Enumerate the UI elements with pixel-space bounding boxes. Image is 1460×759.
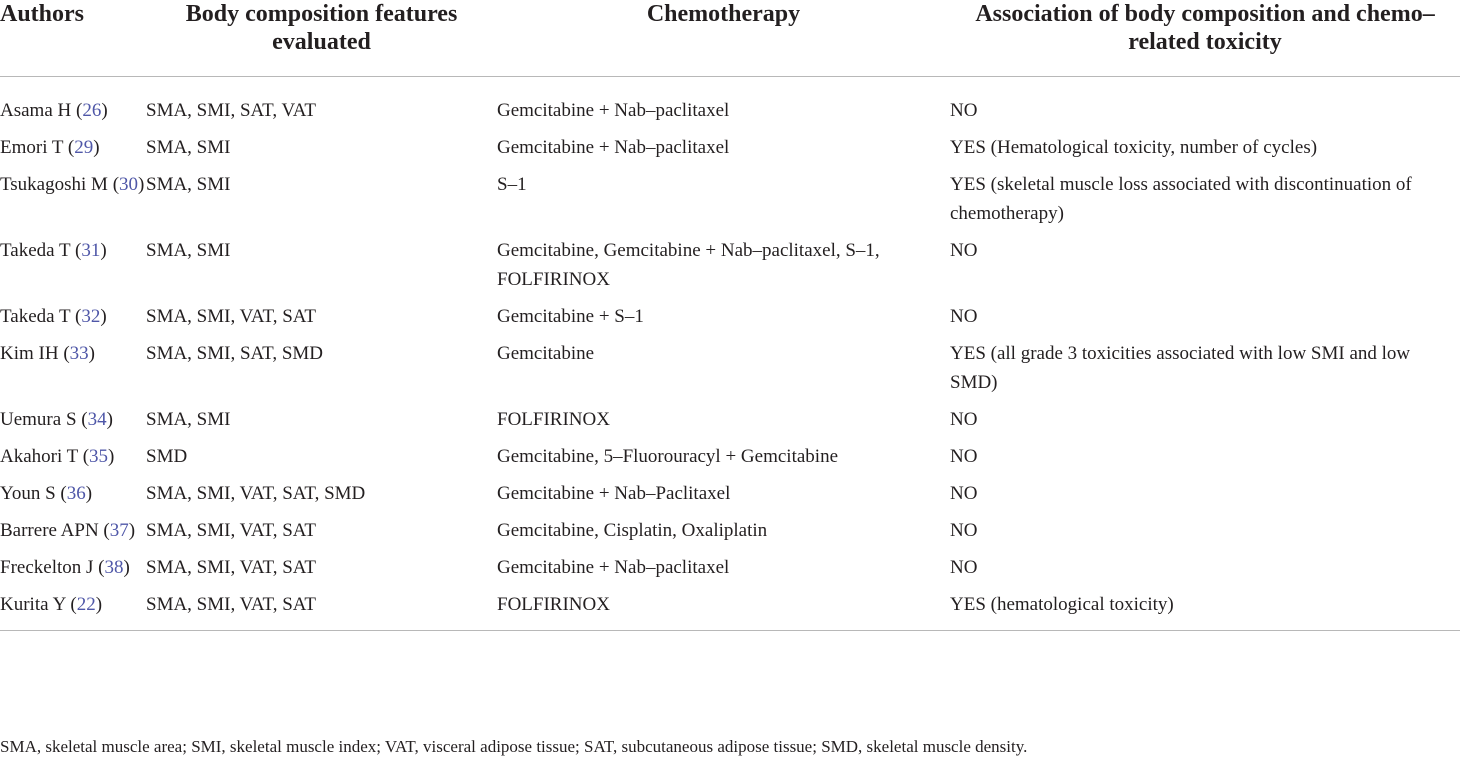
table-row xyxy=(0,590,1460,631)
reference-link[interactable]: 32 xyxy=(81,306,101,327)
cell-association: NO xyxy=(950,100,978,121)
table-footnote: SMA, skeletal muscle area; SMI, skeletal muscle index; VAT, visceral adipose tissue; SAT, subcutaneous adipose tissue; SMD, skeletal muscle density. xyxy=(0,737,1028,756)
cell-author: Youn S (36) xyxy=(0,483,93,504)
cell-features: SMA, SMI, VAT, SAT xyxy=(146,520,316,541)
table-row xyxy=(0,553,1460,590)
cell-association: NO xyxy=(950,483,978,504)
cell-association: NO xyxy=(950,306,978,327)
cell-features: SMA, SMI, SAT, VAT xyxy=(146,100,316,121)
cell-features: SMA, SMI, SAT, SMD xyxy=(146,343,324,364)
cell-features: SMA, SMI xyxy=(146,409,231,430)
author-name: Asama H xyxy=(0,100,72,121)
reference-link[interactable]: 33 xyxy=(69,343,89,364)
cell-author: Takeda T (31) xyxy=(0,240,107,261)
cell-features: SMD xyxy=(146,446,188,467)
author-name: Emori T xyxy=(0,137,64,158)
author-name: Youn S xyxy=(0,483,56,504)
cell-association: YES (hematological toxicity) xyxy=(950,590,1460,631)
cell-chemotherapy: Gemcitabine, Cisplatin, Oxaliplatin xyxy=(497,520,768,541)
cell-features: SMA, SMI xyxy=(146,137,231,158)
author-name: Kim IH xyxy=(0,343,59,364)
reference-link[interactable]: 34 xyxy=(87,409,107,430)
cell-association: NO xyxy=(950,409,978,430)
table-row xyxy=(0,479,1460,516)
reference-link[interactable]: 31 xyxy=(81,240,101,261)
cell-features: SMA, SMI xyxy=(146,174,231,195)
cell-author: Akahori T (35) xyxy=(0,446,115,467)
table-row xyxy=(0,442,1460,479)
author-name: Uemura S xyxy=(0,409,77,430)
table-row xyxy=(0,405,1460,442)
header-features: Body composition features evaluated xyxy=(146,0,497,77)
header-authors: Authors xyxy=(0,0,146,77)
cell-association: YES (all grade 3 toxicities associated with low SMI and low SMD) xyxy=(950,343,1411,393)
reference-link[interactable]: 30 xyxy=(119,174,139,195)
cell-author: Emori T (29) xyxy=(0,137,100,158)
cell-association: NO xyxy=(950,520,978,541)
cell-association: NO xyxy=(950,240,978,261)
cell-author: Uemura S (34) xyxy=(0,409,113,430)
cell-chemotherapy: FOLFIRINOX xyxy=(497,409,610,430)
reference-link[interactable]: 26 xyxy=(82,100,102,121)
table-body xyxy=(0,77,1460,631)
reference-link[interactable]: 38 xyxy=(104,557,124,578)
cell-author: Freckelton J (38) xyxy=(0,557,130,578)
author-name: Akahori T xyxy=(0,446,78,467)
cell-chemotherapy: Gemcitabine + Nab–paclitaxel xyxy=(497,557,730,578)
cell-author: Kim IH (33) xyxy=(0,343,95,364)
author-name: Takeda T xyxy=(0,306,71,327)
cell-features: SMA, SMI, VAT, SAT xyxy=(146,557,316,578)
author-name: Kurita Y xyxy=(0,594,66,615)
reference-link[interactable]: 35 xyxy=(89,446,109,467)
cell-author: Asama H (26) xyxy=(0,100,108,121)
author-name: Takeda T xyxy=(0,240,71,261)
cell-association: NO xyxy=(950,446,978,467)
table-row xyxy=(0,516,1460,553)
cell-author: Tsukagoshi M (30) xyxy=(0,174,145,195)
header-row xyxy=(0,0,1460,77)
cell-chemotherapy: Gemcitabine, Gemcitabine + Nab–paclitaxel, S–1, FOLFIRINOX xyxy=(497,240,880,290)
cell-chemotherapy: Gemcitabine + Nab–Paclitaxel xyxy=(497,483,731,504)
table-row xyxy=(0,77,1460,134)
table-row xyxy=(0,339,1460,405)
cell-features: SMA, SMI, VAT, SAT xyxy=(146,306,316,327)
header-chemotherapy: Chemotherapy xyxy=(497,0,950,77)
cell-association: YES (Hematological toxicity, number of cycles) xyxy=(950,137,1318,158)
cell-chemotherapy: Gemcitabine + S–1 xyxy=(497,306,644,327)
author-name: Barrere APN xyxy=(0,520,99,541)
reference-link[interactable]: 36 xyxy=(66,483,86,504)
reference-link[interactable]: 37 xyxy=(109,520,129,541)
cell-author: Takeda T (32) xyxy=(0,306,107,327)
author-name: Tsukagoshi M xyxy=(0,174,108,195)
table-row xyxy=(0,302,1460,339)
cell-chemotherapy: S–1 xyxy=(497,174,527,195)
cell-author: Barrere APN (37) xyxy=(0,520,136,541)
author-name: Freckelton J xyxy=(0,557,94,578)
cell-chemotherapy: Gemcitabine, 5–Fluorouracyl + Gemcitabine xyxy=(497,446,838,467)
cell-features: SMA, SMI, VAT, SAT xyxy=(146,590,497,631)
reference-link[interactable]: 29 xyxy=(74,137,94,158)
cell-association: NO xyxy=(950,557,978,578)
cell-chemotherapy: FOLFIRINOX xyxy=(497,590,950,631)
table-row xyxy=(0,236,1460,302)
table-row xyxy=(0,170,1460,236)
cell-features: SMA, SMI, VAT, SAT, SMD xyxy=(146,483,366,504)
cell-association: YES (skeletal muscle loss associated with discontinuation of chemotherapy) xyxy=(950,174,1412,224)
header-association: Association of body composition and chemo–related toxicity xyxy=(950,0,1460,77)
cell-features: SMA, SMI xyxy=(146,240,231,261)
reference-link[interactable]: 22 xyxy=(76,594,96,615)
table-row xyxy=(0,133,1460,170)
cell-chemotherapy: Gemcitabine + Nab–paclitaxel xyxy=(497,100,730,121)
cell-chemotherapy: Gemcitabine + Nab–paclitaxel xyxy=(497,137,730,158)
cell-chemotherapy: Gemcitabine xyxy=(497,343,595,364)
cell-author: Kurita Y (22) xyxy=(0,590,146,631)
